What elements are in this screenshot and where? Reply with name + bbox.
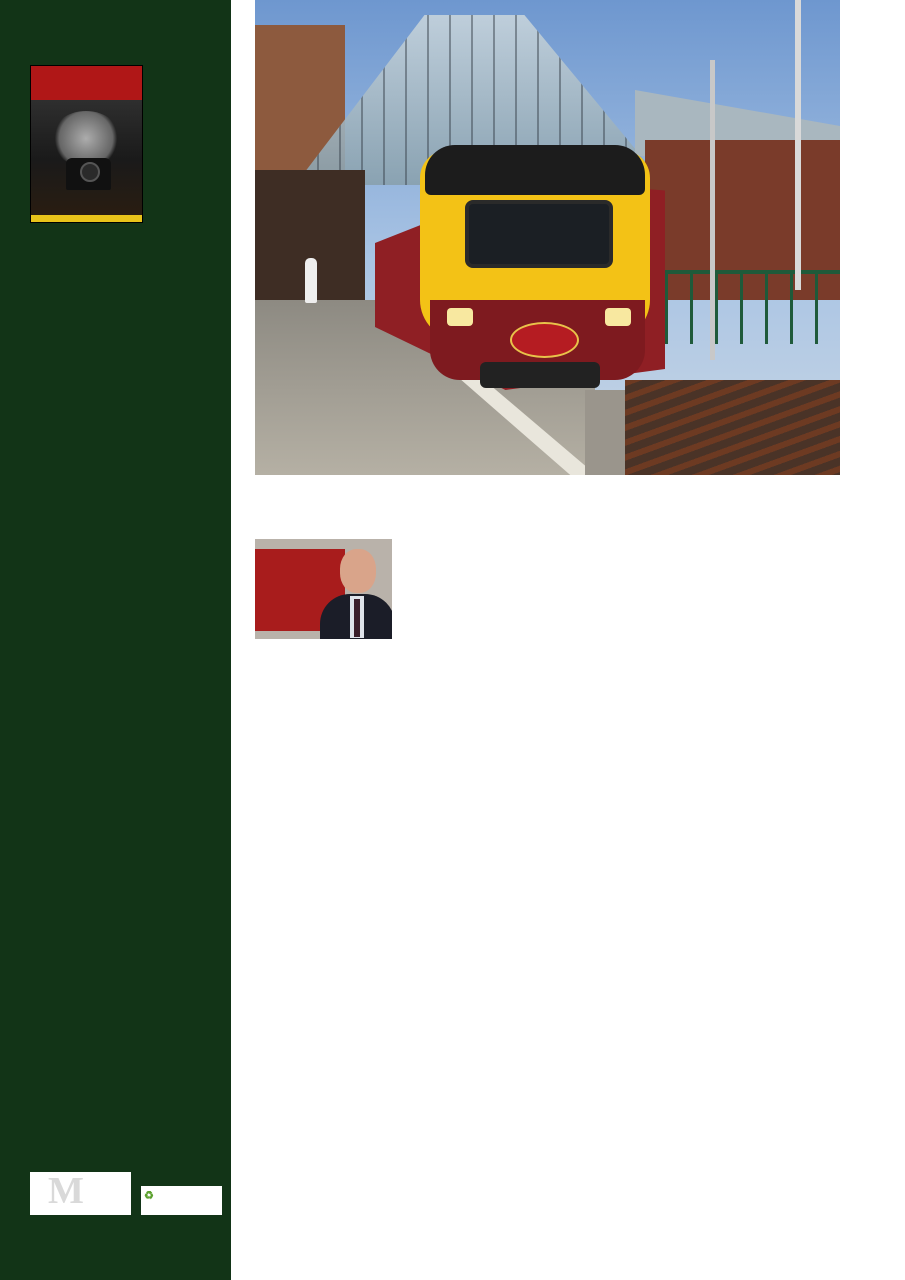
contributions-text-3 (30, 296, 226, 308)
photo-rails (625, 380, 840, 475)
hst-station-photo (255, 0, 840, 475)
portrait-face (340, 549, 376, 593)
credits-panel (30, 238, 226, 343)
masthead-sidebar (0, 0, 231, 1280)
next-issue-date (30, 331, 226, 343)
published-date (30, 318, 226, 330)
photo-headlamp (447, 308, 473, 326)
contributions-text-2 (30, 284, 226, 296)
photo-headlamp (605, 308, 631, 326)
cover-strip (31, 215, 142, 222)
photo-passenger (305, 258, 317, 303)
photo-cab-window (465, 200, 613, 268)
cover-masthead (31, 66, 142, 100)
photo-railings (640, 270, 840, 344)
photo-lamp-post (710, 60, 715, 360)
editor-portrait (255, 539, 392, 639)
recycle-icon: ♻ (144, 1190, 154, 1202)
mortons-logo: M (30, 1172, 131, 1215)
magazine-cover-thumbnail (30, 65, 143, 223)
recycle-logo (141, 1186, 222, 1215)
cover-locomotive (66, 158, 111, 190)
photo-headboard (510, 322, 579, 358)
